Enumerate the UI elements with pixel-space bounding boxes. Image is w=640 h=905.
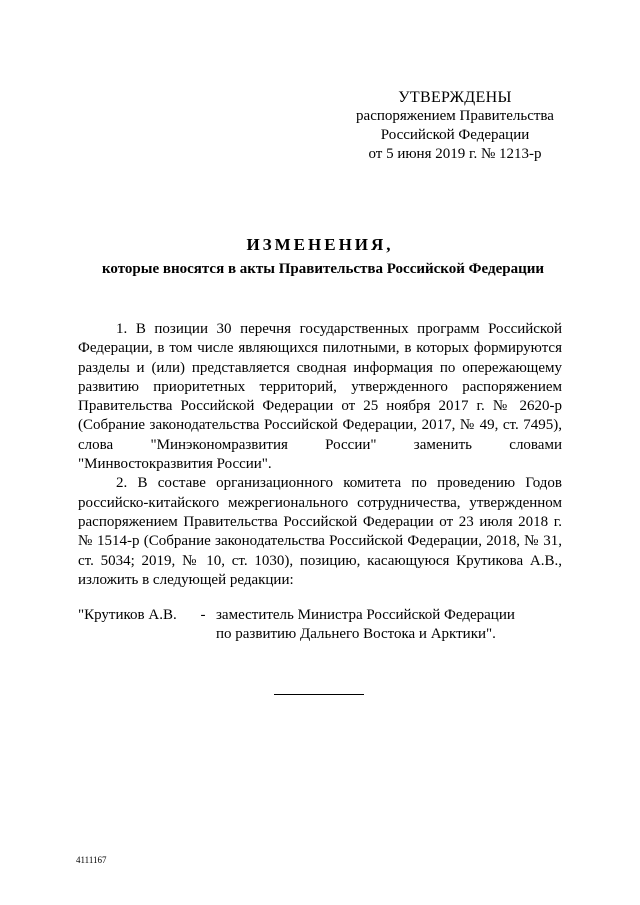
approval-title: УТВЕРЖДЕНЫ	[398, 89, 512, 106]
paragraph-1: 1. В позиции 30 перечня государственных программ Российской Федерации, в том числе являющихся пилотными, в которых формируются разделы и (или) представляется сводная информация по опережающему развитию приоритетных территорий, утвержденного распоряжением Правительства Российской Федерации от 25 ноября 2017 г. № 2620-р (Собрание законодательства Российской Федерации, 2017, № 49, ст. 7495), слова "Минэкономразвития России" заменить словами "Минвостокразвития России".	[78, 321, 562, 473]
approval-line-2: Российской Федерации	[380, 127, 530, 143]
document-code: 4111167	[76, 855, 107, 865]
signatory-role-line-1: заместитель Министра Российской Федерации	[216, 607, 515, 623]
signatory-block	[78, 606, 558, 645]
signatory-row	[78, 606, 558, 625]
document-subtitle: которые вносятся в акты Правительства Российской Федерации	[101, 261, 545, 277]
signatory-role-line-2: по развитию Дальнего Востока и Арктики".	[216, 626, 496, 643]
end-divider	[274, 694, 364, 695]
approval-line-1: распоряжением Правительства	[356, 108, 554, 124]
approval-line-3: от 5 июня 2019 г. № 1213-р	[368, 146, 542, 162]
paragraph-2: 2. В составе организационного комитета по проведению Годов российско-китайского межрегионального сотрудничества, утвержденном распоряжением Правительства Российской Федерации от 23 июля 2018 г. № 1514-р (Собрание законодательства Российской Федерации, 2018, № 31, ст. 5034; 2019, № 10, ст. 1030), позицию, касающуюся Крутикова А.В., изложить в следующей редакции:	[78, 475, 562, 588]
approval-stamp	[340, 88, 570, 164]
document-title: ИЗМЕНЕНИЯ,	[246, 235, 394, 254]
document-body	[78, 320, 562, 590]
signatory-name: "Крутиков А.В.	[78, 607, 177, 623]
signatory-dash: -	[200, 607, 206, 623]
